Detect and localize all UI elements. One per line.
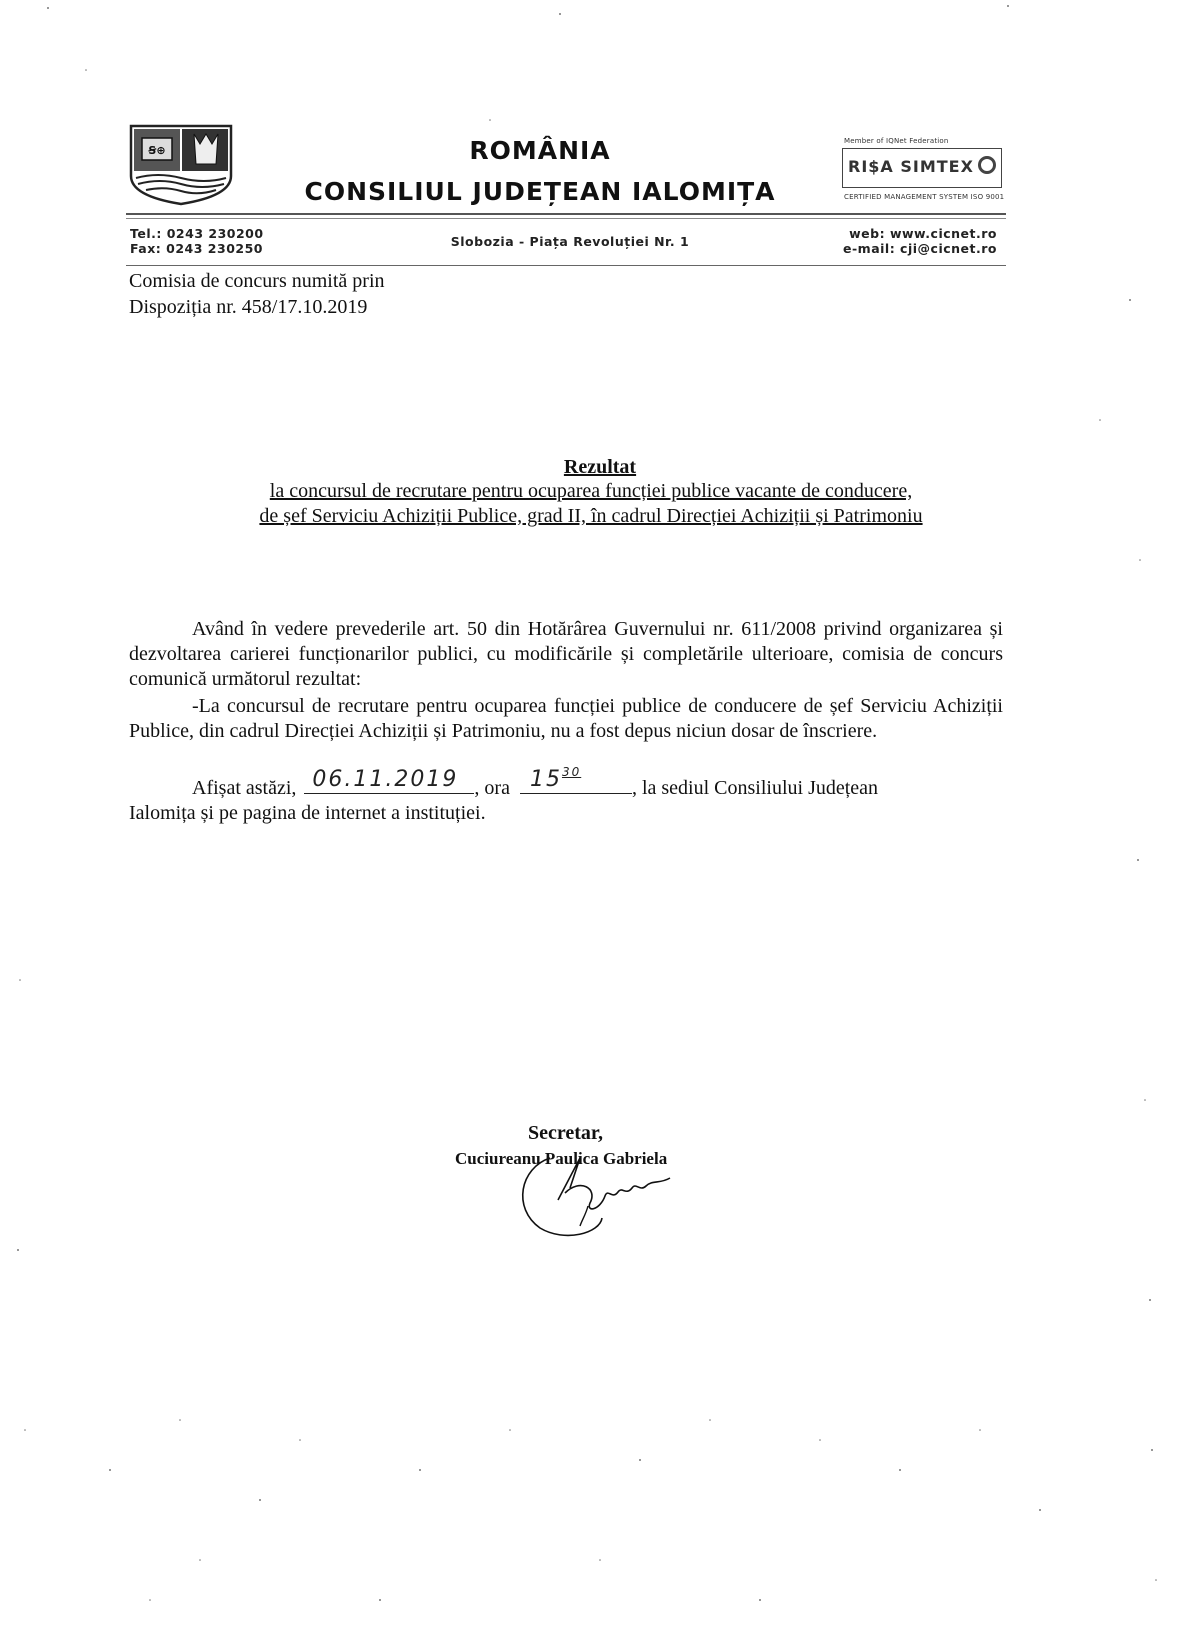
- header-country: ROMÂNIA: [469, 136, 611, 165]
- posted-label: Afișat astăzi,: [192, 777, 297, 799]
- contact-divider: [126, 265, 1006, 266]
- signature-role: Secretar,: [528, 1122, 603, 1144]
- posted-hour-handwritten: $15^{30}$: [529, 765, 582, 792]
- document-subtitle-line-1: la concursul de recrutare pentru ocuparea funcției publice vacante de conducere,: [269, 480, 913, 502]
- header-email: e-mail: cji@cicnet.ro: [843, 241, 997, 256]
- posting-line-1: [129, 765, 1003, 801]
- header-divider: [126, 213, 1006, 215]
- certification-bottom-note: CERTIFIED MANAGEMENT SYSTEM ISO 9001: [844, 193, 1005, 201]
- header-address: Slobozia - Piața Revoluției Nr. 1: [450, 234, 690, 249]
- svg-text:Ꞩ⊕: Ꞩ⊕: [148, 144, 166, 157]
- posted-hour-field: [520, 765, 632, 794]
- posting-line-2: Ialomița și pe pagina de internet a instituției.: [129, 802, 486, 824]
- certification-top-note: Member of IQNet Federation: [844, 137, 949, 145]
- posted-date-field: [304, 767, 474, 794]
- body-paragraph-result: -La concursul de recrutare pentru ocuparea funcției publice de conducere de șef Serviciu Achiziții Publice, din cadrul Direcției Achiziții și Patrimoniu, nu a fost depus niciun dosar de înscriere.: [129, 695, 1003, 742]
- commission-line-2: Dispoziția nr. 458/17.10.2019: [129, 296, 368, 318]
- posted-hour-label: , ora: [474, 777, 510, 799]
- posted-location: , la sediul Consiliului Județean: [631, 777, 879, 799]
- commission-reference: [129, 268, 385, 320]
- document-subtitle-line-2: de șef Serviciu Achiziții Publice, grad II, în cadrul Direcției Achiziții și Patrimoniu: [259, 505, 923, 527]
- header-website: web: www.cicnet.ro: [849, 226, 997, 241]
- header-council-name: CONSILIUL JUDEȚEAN IALOMIȚA: [304, 177, 776, 206]
- county-crest-logo: [128, 124, 234, 206]
- document-title: Rezultat: [563, 456, 637, 478]
- body-paragraph-legal-basis: Având în vedere prevederile art. 50 din Hotărârea Guvernului nr. 611/2008 privind organizarea și dezvoltarea carierei funcționarilor publici, cu modificările și completările ulterioare, comisia de concurs comunică următorul rezultat:: [129, 618, 1003, 690]
- handwritten-signature: [510, 1148, 710, 1240]
- certification-logo-text: RI$A SIMTEX: [848, 157, 974, 176]
- commission-line-1: Comisia de concurs numită prin: [129, 270, 385, 292]
- certification-circle-icon: [978, 156, 996, 174]
- header-telephone: Tel.: 0243 230200: [130, 226, 264, 241]
- header-divider-thin: [126, 218, 1006, 219]
- posted-date-handwritten: 06.11.2019: [312, 767, 459, 792]
- header-fax: Fax: 0243 230250: [130, 241, 263, 256]
- certification-badge: [842, 137, 1006, 199]
- posting-statement: [129, 765, 1003, 826]
- signature-name: Cuciureanu Paulica Gabriela: [455, 1149, 668, 1168]
